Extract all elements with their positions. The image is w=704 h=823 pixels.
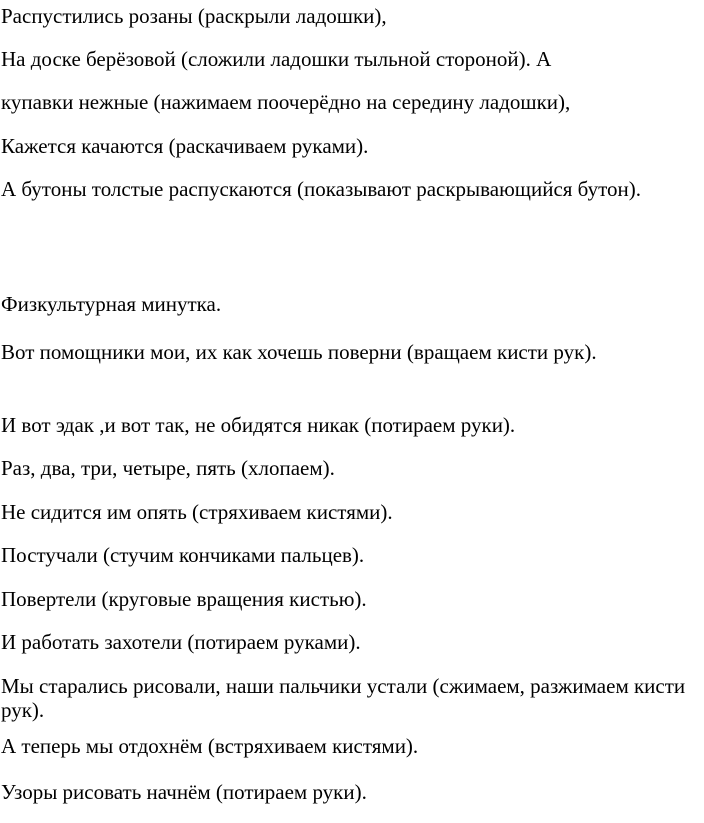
paragraph-14: Мы старались рисовали, наши пальчики устали (сжимаем, разжимаем кисти рук). [1,674,686,722]
paragraph-10: Не сидится им опять (стряхиваем кистями). [1,500,393,524]
paragraph-15: А теперь мы отдохнём (встряхиваем кистями). [1,734,419,758]
paragraph-11: Постучали (стучим кончиками пальцев). [1,543,365,567]
paragraph-12: Повертели (круговые вращения кистью). [1,587,367,611]
paragraph-2: На доске берёзовой (сложили ладошки тыльной стороной). А [1,47,552,71]
paragraph-3: купавки нежные (нажимаем поочерёдно на середину ладошки), [1,90,571,114]
paragraph-9: Раз, два, три, четыре, пять (хлопаем). [1,456,335,480]
paragraph-8: И вот эдак ,и вот так, не обидятся никак (потираем руки). [1,413,516,437]
paragraph-1: Распустились розаны (раскрыли ладошки), [1,4,387,28]
paragraph-7: Вот помощники мои, их как хочешь поверни (вращаем кисти рук). [1,340,597,364]
paragraph-13: И работать захотели (потираем руками). [1,630,361,654]
paragraph-4: Кажется качаются (раскачиваем руками). [1,134,369,158]
paragraph-16: Узоры рисовать начнём (потираем руки). [1,780,367,804]
paragraph-5: А бутоны толстые распускаются (показывают раскрывающийся бутон). [1,177,641,201]
section-title: Физкультурная минутка. [1,292,222,316]
